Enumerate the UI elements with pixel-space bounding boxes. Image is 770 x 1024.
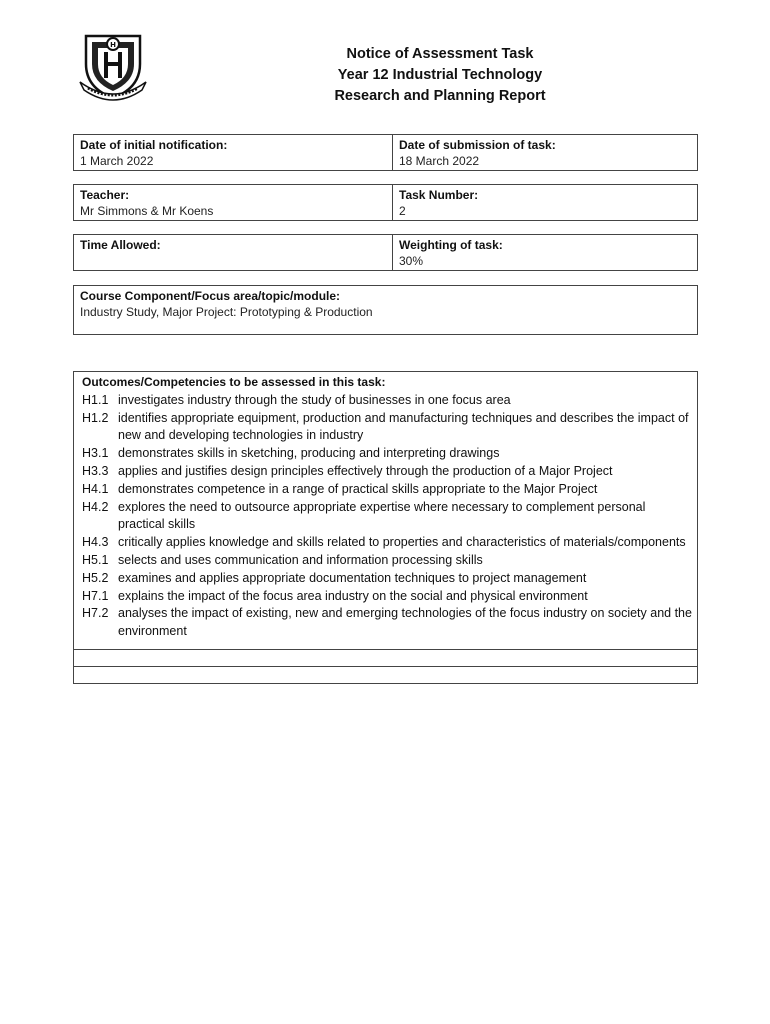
outcome-code: H5.2	[82, 570, 109, 585]
teacher-table	[73, 184, 698, 221]
outcome-code: H3.3	[82, 463, 109, 478]
outcome-code: H4.1	[82, 481, 109, 496]
outcome-code: H4.3	[82, 535, 109, 550]
course-component-value: Industry Study, Major Project: Prototyping & Production	[80, 305, 373, 319]
submission-date-label: Date of submission of task:	[399, 138, 556, 152]
outcome-item	[82, 552, 693, 570]
outcome-text: identifies appropriate equipment, production and manufacturing techniques and describes the impact of new and developing technologies in industry	[118, 410, 689, 443]
time-allowed-label: Time Allowed:	[80, 238, 161, 252]
time-weighting-table	[73, 234, 698, 271]
outcomes-heading: Outcomes/Competencies to be assessed in this task:	[82, 375, 386, 389]
outcome-text: explains the impact of the focus area industry on the social and physical environment	[118, 588, 588, 603]
outcome-code: H7.2	[82, 606, 109, 621]
outcome-text: selects and uses communication and information processing skills	[118, 552, 483, 567]
outcome-text: examines and applies appropriate documentation techniques to project management	[118, 570, 587, 585]
outcome-item	[82, 463, 693, 481]
initial-notification-value: 1 March 2022	[80, 154, 154, 168]
teacher-cell	[74, 185, 393, 221]
outcome-item	[82, 410, 693, 446]
outcome-code: H7.1	[82, 588, 109, 603]
teacher-value: Mr Simmons & Mr Koens	[80, 204, 214, 218]
submission-date-cell	[393, 135, 698, 171]
outcomes-box	[73, 371, 698, 684]
title-line-1: Notice of Assessment Task	[346, 46, 534, 62]
outcome-text: demonstrates competence in a range of practical skills appropriate to the Major Project	[118, 481, 598, 496]
outcome-code: H4.2	[82, 499, 109, 514]
blank-table-row	[74, 666, 697, 683]
task-number-label: Task Number:	[399, 188, 479, 202]
outcome-text: analyses the impact of existing, new and emerging technologies of the focus industry on society and the environment	[118, 606, 692, 639]
initial-notification-label: Date of initial notification:	[80, 138, 228, 152]
initial-notification-cell	[74, 135, 393, 171]
weighting-value: 30%	[399, 254, 424, 268]
outcome-text: explores the need to outsource appropriate expertise where necessary to complement personal practical skills	[118, 499, 646, 532]
task-number-cell	[393, 185, 698, 221]
teacher-label: Teacher:	[80, 188, 130, 202]
outcome-item	[82, 588, 693, 606]
outcome-text: investigates industry through the study of businesses in one focus area	[118, 392, 511, 407]
submission-date-value: 18 March 2022	[399, 154, 480, 168]
course-component-table	[73, 285, 698, 335]
document-title	[300, 44, 580, 107]
course-component-label: Course Component/Focus area/topic/module:	[80, 289, 341, 303]
outcome-item	[82, 499, 693, 535]
svg-text:H: H	[110, 41, 116, 49]
outcome-code: H3.1	[82, 446, 109, 461]
dates-table	[73, 134, 698, 171]
outcome-item	[82, 534, 693, 552]
outcome-item	[82, 570, 693, 588]
weighting-cell	[393, 235, 698, 271]
title-line-3: Research and Planning Report	[334, 88, 546, 104]
outcome-item	[82, 392, 693, 410]
outcome-text: critically applies knowledge and skills related to properties and characteristics of materials/components	[118, 535, 686, 550]
weighting-label: Weighting of task:	[399, 238, 503, 252]
school-crest-logo	[78, 30, 148, 102]
outcome-code: H1.2	[82, 410, 109, 425]
title-line-2: Year 12 Industrial Technology	[337, 67, 543, 83]
outcomes-list	[74, 372, 697, 649]
time-allowed-cell	[74, 235, 393, 271]
outcome-text: demonstrates skills in sketching, producing and interpreting drawings	[118, 446, 500, 461]
task-number-value: 2	[399, 204, 406, 218]
outcome-code: H1.1	[82, 392, 109, 407]
blank-table-row	[74, 649, 697, 666]
course-component-cell	[74, 286, 698, 335]
outcome-item	[82, 445, 693, 463]
outcome-item	[82, 605, 693, 641]
outcome-text: applies and justifies design principles effectively through the production of a Major Project	[118, 463, 613, 478]
outcome-code: H5.1	[82, 552, 109, 567]
outcome-item	[82, 481, 693, 499]
